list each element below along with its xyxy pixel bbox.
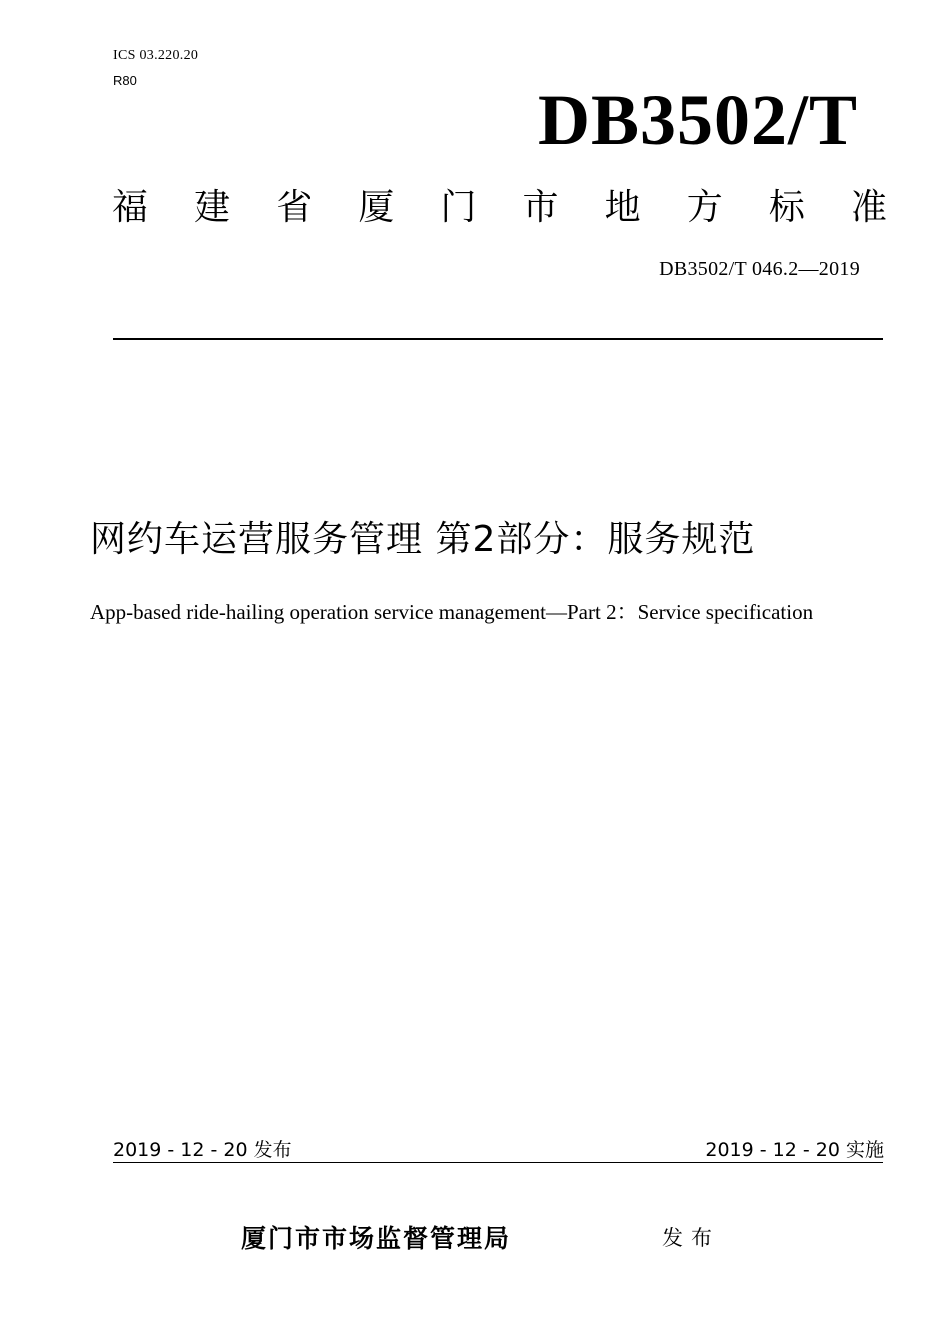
standard-type-char: 建 xyxy=(194,187,231,228)
title-english: App-based ride-hailing operation service management—Part 2：Service specification xyxy=(90,600,814,624)
standard-type xyxy=(112,184,887,232)
standard-type-char: 地 xyxy=(604,187,641,228)
footer-divider xyxy=(113,1162,883,1163)
standard-type-char: 市 xyxy=(522,187,559,228)
classification-code: R80 xyxy=(113,73,137,88)
standard-number: DB3502/T 046.2—2019 xyxy=(659,258,860,280)
standard-type-char: 厦 xyxy=(358,187,395,228)
issue-date: 2019 - 12 - 20 发布 xyxy=(113,1139,292,1161)
title-chinese: 网约车运营服务管理 第2部分：服务规范 xyxy=(90,519,756,560)
standard-type-char: 标 xyxy=(768,187,805,228)
standard-type-char: 方 xyxy=(686,187,723,228)
header-divider xyxy=(113,338,883,340)
issuing-authority: 厦门市市场监督管理局 xyxy=(241,1224,512,1253)
standard-type-char: 省 xyxy=(276,187,313,228)
standard-code: DB3502/T xyxy=(537,80,858,160)
standard-type-char: 门 xyxy=(440,187,477,228)
issue-label: 发布 xyxy=(662,1226,720,1250)
standard-type-char: 准 xyxy=(850,187,887,228)
implementation-date: 2019 - 12 - 20 实施 xyxy=(705,1139,884,1161)
standard-type-char: 福 xyxy=(112,187,149,228)
ics-code: ICS 03.220.20 xyxy=(113,48,199,63)
